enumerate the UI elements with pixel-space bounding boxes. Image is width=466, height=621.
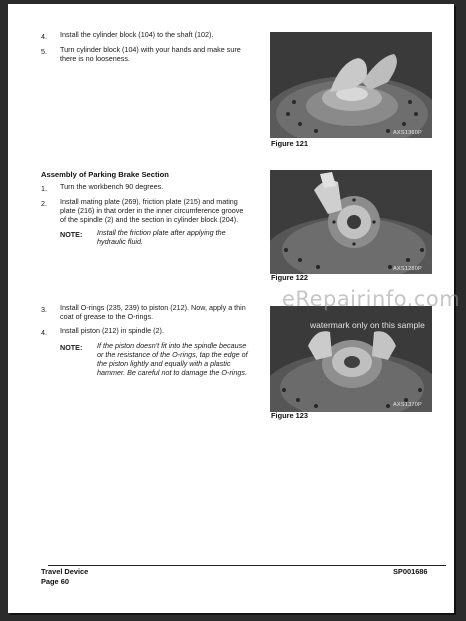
step-text: there is no looseness.	[60, 54, 130, 63]
step-text: Install mating plate (269), friction plate (215) and mating	[60, 197, 238, 206]
manual-page	[8, 4, 461, 613]
figure-caption: Figure 123	[271, 411, 308, 420]
step-number: 5.	[41, 47, 47, 56]
step-number: 1.	[41, 184, 47, 193]
note-text: hydraulic fluid.	[97, 237, 143, 246]
figure-code: AXS1280P	[393, 266, 422, 272]
step-number: 4.	[41, 32, 47, 41]
step-text: coat of grease to the O-rings.	[60, 312, 154, 321]
step-text: Install piston (212) in spindle (2).	[60, 326, 164, 335]
figure-caption: Figure 122	[271, 273, 308, 282]
figure-121-photo	[270, 32, 432, 138]
note-text: the piston lightly and equally with a plastic	[97, 359, 231, 368]
note-label: NOTE:	[60, 343, 83, 352]
section-heading: Assembly of Parking Brake Section	[41, 170, 169, 179]
watermark-text: eRepairinfo.com	[282, 287, 461, 311]
figure-caption: Figure 121	[271, 139, 308, 148]
note-text: or the resistance of the O-rings, tap the edge of	[97, 350, 248, 359]
note-label: NOTE:	[60, 230, 83, 239]
note-text: hammer. Be careful not to damage the O-rings.	[97, 368, 247, 377]
step-text: Install the cylinder block (104) to the shaft (102).	[60, 30, 214, 39]
note-text: Install the friction plate after applying the	[97, 228, 226, 237]
footer-page-number: Page 60	[41, 577, 69, 586]
step-text: of the spindle (2) and the section in cylinder block (204).	[60, 215, 239, 224]
step-text: Install O-rings (235, 239) to piston (212). Now, apply a thin	[60, 303, 246, 312]
step-text: plate (216) in that order in the inner circumference groove	[60, 206, 244, 215]
figure-122-photo	[270, 170, 432, 274]
step-text: Turn the workbench 90 degrees.	[60, 182, 164, 191]
watermark-subtext: watermark only on this sample	[310, 320, 425, 330]
step-text: Turn cylinder block (104) with your hands and make sure	[60, 45, 241, 54]
note-text: If the piston doesn't fit into the spindle because	[97, 341, 247, 350]
step-number: 3.	[41, 305, 47, 314]
figure-code: AXS1360P	[393, 130, 422, 136]
step-number: 2.	[41, 199, 47, 208]
step-number: 4.	[41, 328, 47, 337]
footer-section: Travel Device	[41, 567, 89, 576]
footer-doc-code: SP001686	[393, 567, 428, 576]
footer-rule	[48, 565, 446, 566]
figure-code: AXS1370P	[393, 402, 422, 408]
